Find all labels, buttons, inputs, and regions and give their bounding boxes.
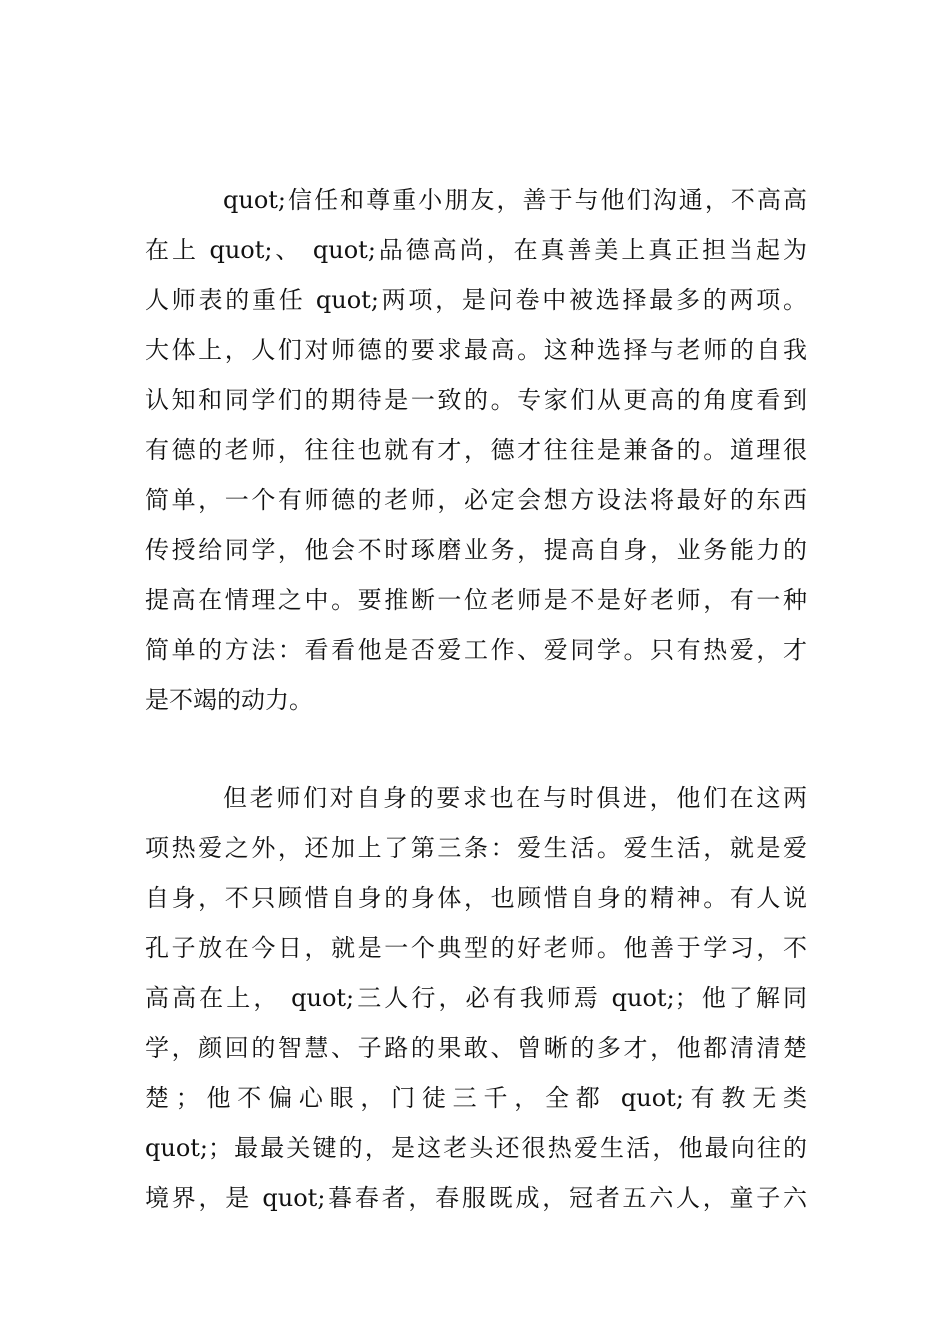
paragraph-line: 人师表的重任 quot;两项，是问卷中被选择最多的两项。 bbox=[145, 286, 807, 314]
paragraph-line: 简单，一个有师德的老师，必定会想方设法将最好的东西 bbox=[145, 486, 807, 514]
paragraph-2 bbox=[145, 773, 807, 1223]
paragraph-line: 项热爱之外，还加上了第三条：爱生活。爱生活，就是爱 bbox=[145, 834, 807, 862]
paragraph-line: 提高在情理之中。要推断一位老师是不是好老师，有一种 bbox=[145, 586, 807, 614]
paragraph-line: 有德的老师，往往也就有才，德才往往是兼备的。道理很 bbox=[145, 436, 807, 464]
paragraph-line: 高高在上， quot;三人行，必有我师焉 quot;；他了解同 bbox=[145, 984, 807, 1012]
paragraph-line: 孔子放在今日，就是一个典型的好老师。他善于学习，不 bbox=[145, 934, 807, 962]
paragraph-line: 简单的方法：看看他是否爱工作、爱同学。只有热爱，才 bbox=[145, 636, 807, 664]
paragraph-line: 但老师们对自身的要求也在与时俱进，他们在这两 bbox=[223, 784, 807, 812]
paragraph-line: 认知和同学们的期待是一致的。专家们从更高的角度看到 bbox=[145, 386, 807, 414]
paragraph-line: quot;；最最关键的，是这老头还很热爱生活，他最向往的 bbox=[145, 1134, 807, 1162]
paragraph-line: 境界，是 quot;暮春者，春服既成，冠者五六人，童子六 bbox=[145, 1184, 807, 1212]
paragraph-line: 楚；他不偏心眼，门徒三千，全都 quot;有教无类 bbox=[145, 1084, 807, 1112]
paragraph-line: 大体上，人们对师德的要求最高。这种选择与老师的自我 bbox=[145, 336, 807, 364]
paragraph-line: 自身，不只顾惜自身的身体，也顾惜自身的精神。有人说 bbox=[145, 884, 807, 912]
paragraph-line: 学，颜回的智慧、子路的果敢、曾晰的多才，他都清清楚 bbox=[145, 1034, 807, 1062]
paragraph-line: 传授给同学，他会不时琢磨业务，提高自身，业务能力的 bbox=[145, 536, 807, 564]
paragraph-line: 在上 quot;、 quot;品德高尚，在真善美上真正担当起为 bbox=[145, 236, 807, 264]
paragraph-line: quot;信任和尊重小朋友，善于与他们沟通，不高高 bbox=[223, 186, 807, 214]
paragraph-line: 是不竭的动力。 bbox=[145, 686, 313, 714]
paragraph-1 bbox=[145, 175, 807, 725]
